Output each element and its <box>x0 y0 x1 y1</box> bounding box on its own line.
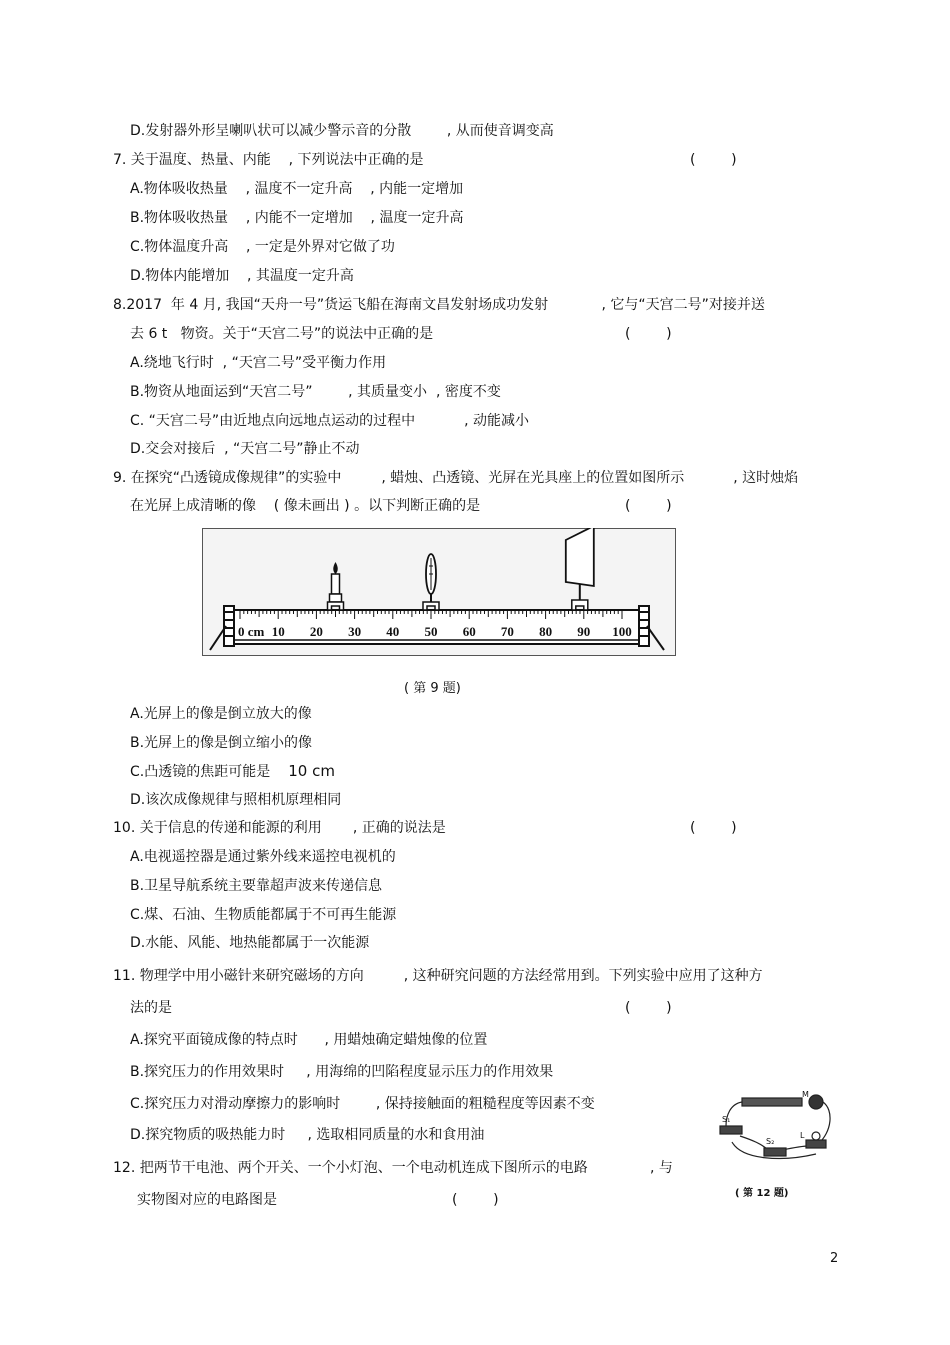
q11-answer-bracket: ( ) <box>625 1000 672 1016</box>
ruler-tick-label: 100 <box>612 624 632 639</box>
ruler-tick-label: 0 cm <box>238 624 265 639</box>
q10-stem: 10. 关于信息的传递和能源的利用 , 正确的说法是 <box>113 820 446 836</box>
motor-label: M <box>802 1090 809 1099</box>
circuit-figure <box>712 1088 842 1172</box>
q10-option-b: B.卫星导航系统主要靠超声波来传递信息 <box>130 878 383 894</box>
q8-stem-line2: 去 6 t 物资。关于“天宫二号”的说法中正确的是 <box>130 326 434 342</box>
q8-stem-line1: 8.2017 年 4 月, 我国“天舟一号”货运飞船在海南文昌发射场成功发射 , 它与“天宫二号”对接并送 <box>113 297 765 313</box>
q9-option-c-text: C.凸透镜的焦距可能是 <box>130 764 271 780</box>
ruler-tick-label: 30 <box>348 624 362 639</box>
q12-stem-line1: 12. 把两节干电池、两个开关、一个小灯泡、一个电动机连成下图所示的电路 , 与 <box>113 1160 673 1176</box>
q9-figure-caption: ( 第 9 题) <box>404 681 461 696</box>
q10-option-a: A.电视遥控器是通过紫外线来遥控电视机的 <box>130 849 396 865</box>
switch-s1-icon <box>720 1126 742 1134</box>
motor-icon <box>809 1095 823 1109</box>
q7-option-a: A.物体吸收热量 , 温度不一定升高 , 内能一定增加 <box>130 181 464 197</box>
q11-option-a: A.探究平面镜成像的特点时 , 用蜡烛确定蜡烛像的位置 <box>130 1032 488 1048</box>
ruler-tick-label: 40 <box>386 624 400 639</box>
q8-answer-bracket: ( ) <box>625 326 672 342</box>
q9-option-c <box>130 762 335 781</box>
q9-stem-line2: 在光屏上成清晰的像 ( 像未画出 ) 。以下判断正确的是 <box>130 498 481 514</box>
q11-stem-line1: 11. 物理学中用小磁针来研究磁场的方向 , 这种研究问题的方法经常用到。下列实验中应用了这种方 <box>113 968 763 984</box>
q7-stem: 7. 关于温度、热量、内能 , 下列说法中正确的是 <box>113 152 424 168</box>
q9-option-b: B.光屏上的像是倒立缩小的像 <box>130 735 313 751</box>
q12-answer-bracket: ( ) <box>452 1192 499 1208</box>
q8-option-d: D.交会对接后 , “天宫二号”静止不动 <box>130 441 360 457</box>
q6-option-d: D.发射器外形呈喇叭状可以减少警示音的分散 , 从而使音调变高 <box>130 123 554 139</box>
q11-option-c: C.探究压力对滑动摩擦力的影响时 , 保持接触面的粗糙程度等因素不变 <box>130 1096 595 1112</box>
ruler-tick-label: 90 <box>577 624 591 639</box>
q12-figure-caption: ( 第 12 题) <box>735 1188 789 1199</box>
switch-s2-label: S₂ <box>766 1137 775 1146</box>
q10-option-c: C.煤、石油、生物质能都属于不可再生能源 <box>130 907 397 923</box>
q12-stem-line2: 实物图对应的电路图是 <box>137 1192 277 1208</box>
switch-s1-label: S₁ <box>722 1115 731 1124</box>
optical-bench-figure <box>202 528 676 656</box>
battery-box <box>742 1098 802 1106</box>
ruler-tick-label: 10 <box>271 624 285 639</box>
q10-answer-bracket: ( ) <box>690 820 737 836</box>
q10-option-d: D.水能、风能、地热能都属于一次能源 <box>130 935 370 951</box>
q9-option-c-value: 10 cm <box>288 762 335 780</box>
page-number: 2 <box>830 1251 839 1266</box>
ruler-tick-label: 80 <box>539 624 553 639</box>
lamp-label: L <box>800 1131 805 1140</box>
q7-option-b: B.物体吸收热量 , 内能不一定增加 , 温度一定升高 <box>130 210 464 226</box>
q8-option-c: C. “天宫二号”由近地点向远地点运动的过程中 , 动能减小 <box>130 413 530 429</box>
q11-option-b: B.探究压力的作用效果时 , 用海绵的凹陷程度显示压力的作用效果 <box>130 1064 554 1080</box>
q11-option-d: D.探究物质的吸热能力时 , 选取相同质量的水和食用油 <box>130 1127 485 1143</box>
ruler-tick-label: 50 <box>424 624 438 639</box>
ruler-tick-label: 60 <box>462 624 476 639</box>
q11-stem-line2: 法的是 <box>130 1000 172 1016</box>
ruler-tick-label: 70 <box>500 624 514 639</box>
lamp-icon <box>806 1140 826 1148</box>
q7-option-c: C.物体温度升高 , 一定是外界对它做了功 <box>130 239 395 255</box>
q9-stem-line1: 9. 在探究“凸透镜成像规律”的实验中 , 蜡烛、凸透镜、光屏在光具座上的位置如图所示 , 这时烛焰 <box>113 470 799 486</box>
q9-option-d: D.该次成像规律与照相机原理相同 <box>130 792 342 808</box>
q9-option-a: A.光屏上的像是倒立放大的像 <box>130 706 312 722</box>
q7-answer-bracket: ( ) <box>690 152 737 168</box>
switch-s2-icon <box>764 1148 786 1156</box>
q7-option-d: D.物体内能增加 , 其温度一定升高 <box>130 268 354 284</box>
q8-option-a: A.绕地飞行时 , “天宫二号”受平衡力作用 <box>130 355 387 371</box>
ruler-tick-label: 20 <box>309 624 323 639</box>
q8-option-b: B.物资从地面运到“天宫二号” , 其质量变小 , 密度不变 <box>130 384 501 400</box>
q9-answer-bracket: ( ) <box>625 498 672 514</box>
